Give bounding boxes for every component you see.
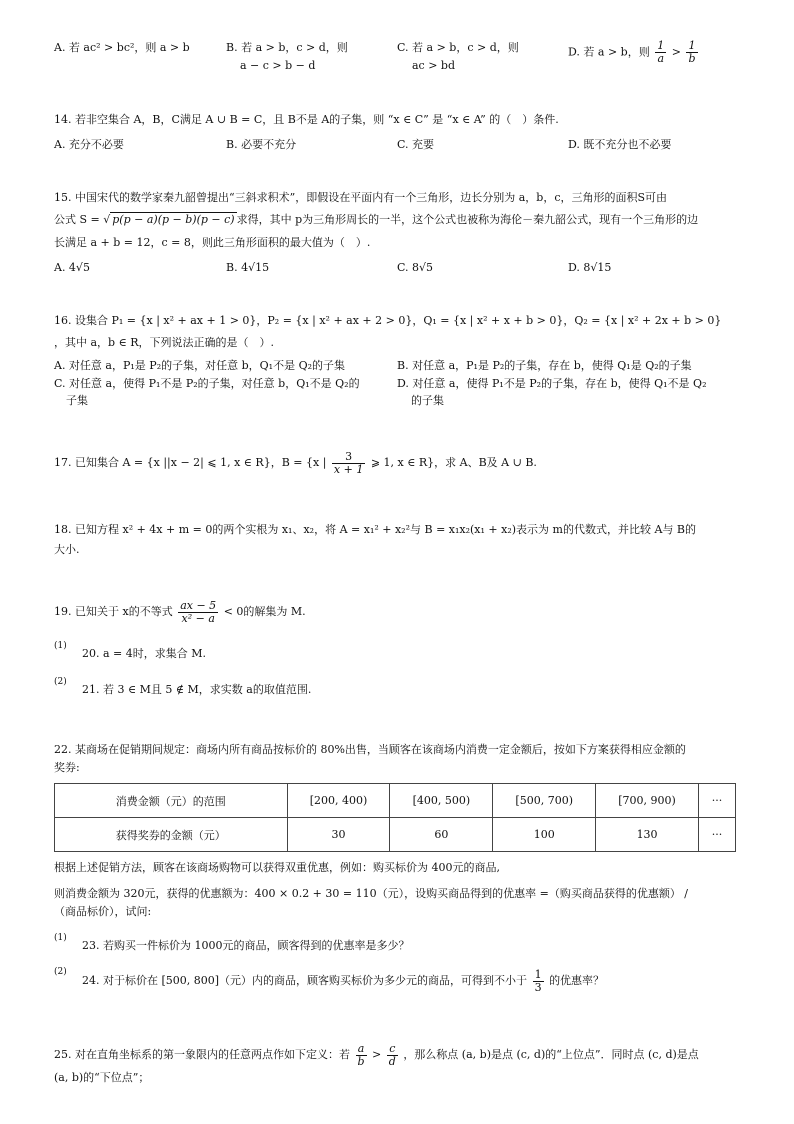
q15-stem-line2: 公式 S = √ p(p − a)(p − b)(p − c) 求得，其中 p为三角形周长的一半，这个公式也被称为海伦－秦九韶公式，现有一个三角形的边 [54, 213, 699, 226]
q13-fraction-1b: $\frac{1}{b}$ [688, 39, 696, 65]
q25-stem-line2: (a, b)的“下位点”； [54, 1071, 150, 1084]
q19-subtag-1: (1) [54, 641, 67, 651]
q15-option-d[interactable]: D. 8√15 [568, 261, 612, 274]
q13-gt: > [671, 45, 681, 59]
q14-stem: 14. 若非空集合 A，B，C满足 A ∪ B = C，且 B不是 A的子集，则 “x ∈ C” 是 “x ∈ A” 的（ ）条件. [54, 113, 559, 126]
q15-option-b[interactable]: B. 4√15 [226, 261, 270, 274]
q22-sub-1: 23. 若购买一件标价为 1000元的商品，顾客得到的优惠率是多少？ [82, 939, 410, 952]
q17-fraction: $\frac{3}{x + 1}$ [333, 449, 364, 476]
q16-option-d[interactable]: D. 对任意 a，使得 P₁不是 P₂的子集，存在 b，使得 Q₁不是 Q₂ [397, 377, 707, 390]
q14-option-a[interactable]: A. 充分不必要 [54, 138, 124, 151]
table-cell: 100 [493, 818, 596, 852]
q16-stem-line2: ，其中 a，b ∈ R，下列说法正确的是（ ）. [54, 336, 275, 349]
table-cell: 消费金额（元）的范围 [55, 784, 288, 818]
q19-sub-2: 21. 若 3 ∈ M且 5 ∉ M，求实数 a的取值范围. [82, 683, 312, 696]
table-cell: ··· [698, 784, 735, 818]
q18-stem-line2: 大小. [54, 543, 80, 556]
q18-stem-line1: 18. 已知方程 x² + 4x + m = 0的两个实根为 x₁、x₂，将 A = x₁² + x₂²与 B = x₁x₂(x₁ + x₂)表示为 m的代数式，并比较 A与 B的 [54, 523, 696, 536]
q15-option-c[interactable]: C. 8√5 [397, 261, 434, 274]
q16-option-b[interactable]: B. 对任意 a，P₁是 P₂的子集，存在 b，使得 Q₁是 Q₂的子集 [397, 359, 692, 372]
q22-para-1: 根据上述促销方法，顾客在该商场购物可以获得双重优惠，例如：购买标价为 400元的商品, [54, 861, 500, 874]
table-cell: [400, 500) [390, 784, 493, 818]
q13-option-d[interactable] [568, 40, 700, 65]
q22-sub-2: 24. 对于标价在 [500, 800]（元）内的商品，顾客购买标价为多少元的商品，可得到不小于 $\frac{1}{3}$ 的优惠率？ [82, 967, 605, 994]
table-cell: 60 [390, 818, 493, 852]
q22-fraction: $\frac{1}{3}$ [534, 967, 542, 994]
q16-option-c[interactable]: C. 对任意 a，使得 P₁不是 P₂的子集，对任意 b，Q₁不是 Q₂的 [54, 377, 360, 390]
q19-fraction: $\frac{ax - 5}{\text{x² − a}}$ [180, 598, 217, 625]
q13-option-b-cont: a − c > b − d [240, 59, 316, 72]
q22-stem-line2: 奖券: [54, 761, 80, 774]
q14-option-b[interactable]: B. 必要不充分 [226, 138, 297, 151]
q15-sqrt: p(p − a)(p − b)(p − c) [112, 213, 235, 226]
q22-para-3: （商品标价），试问: [54, 905, 152, 918]
q17-stem: 17. 已知集合 A = {x ||x − 2| ⩽ 1, x ∈ R}，B = {x | $\frac{3}{x + 1}$ ⩾ 1, x ∈ R}，求 A、B及 A ∪ B. [54, 449, 537, 476]
q14-option-d[interactable]: D. 既不充分也不必要 [568, 138, 672, 151]
q25-stem-line1: 25. 对在直角坐标系的第一象限内的任意两点作如下定义：若 $\frac{a}{b}$ > $\frac{c}{d}$ ，那么称点 (a, b)是点 (c, d)的“上位点”．同时点 (c, d)是点 [54, 1041, 699, 1068]
q13-option-c-cont: ac > bd [412, 59, 456, 72]
table-row [55, 818, 736, 852]
q15-option-a[interactable]: A. 4√5 [54, 261, 90, 274]
q25-fraction-cd: $\frac{c}{d}$ [388, 1041, 396, 1068]
q15-stem-line1: 15. 中国宋代的数学家秦九韶曾提出“三斜求积术”，即假设在平面内有一个三角形，边长分别为 a，b，c，三角形的面积S可由 [54, 191, 668, 204]
q16-option-c-cont: 子集 [66, 394, 88, 407]
q22-stem-line1: 22. 某商场在促销期间规定：商场内所有商品按标价的 80%出售，当顾客在该商场内消费一定金额后，按如下方案获得相应金额的 [54, 743, 686, 756]
q13-option-d-text: D. 若 a > b，则 [568, 45, 650, 59]
table-cell: 30 [287, 818, 390, 852]
q16-stem-line1: 16. 设集合 P₁ = {x | x² + ax + 1 > 0}，P₂ = {x | x² + ax + 2 > 0}，Q₁ = {x | x² + x + b > 0}，Q₂ = {x | x² + 2x + b > 0} [54, 314, 722, 327]
q19-sub-1: 20. a = 4时，求集合 M. [82, 647, 207, 660]
table-cell: 130 [596, 818, 699, 852]
q13-option-b[interactable]: B. 若 a > b，c > d，则 [226, 41, 348, 54]
table-cell: [200, 400) [287, 784, 390, 818]
table-cell: ··· [698, 818, 735, 852]
q16-option-d-cont: 的子集 [411, 394, 444, 407]
q15-stem-line3: 长满足 a + b = 12，c = 8，则此三角形面积的最大值为（ ）. [54, 236, 371, 249]
table-cell: [700, 900) [596, 784, 699, 818]
table-row [55, 784, 736, 818]
q13-fraction-1a: $\frac{1}{a}$ [657, 39, 665, 65]
table-cell: 获得奖券的金额（元） [55, 818, 288, 852]
q22-para-2: 则消费金额为 320元，获得的优惠额为：400 × 0.2 + 30 = 110（元），设购买商品得到的优惠率 =（购买商品获得的优惠额） / [54, 887, 689, 900]
q14-option-c[interactable]: C. 充要 [397, 138, 435, 151]
q16-option-a[interactable]: A. 对任意 a，P₁是 P₂的子集，对任意 b，Q₁不是 Q₂的子集 [54, 359, 345, 372]
q19-stem: 19. 已知关于 x的不等式 $\frac{ax - 5}{\text{x² − a}}$ < 0的解集为 M. [54, 598, 306, 625]
table-cell: [500, 700) [493, 784, 596, 818]
q19-subtag-2: (2) [54, 677, 67, 687]
q22-subtag-1: (1) [54, 933, 67, 943]
award-table [54, 783, 736, 852]
q25-fraction-ab: $\frac{a}{b}$ [357, 1041, 365, 1068]
q13-option-c[interactable]: C. 若 a > b，c > d，则 [397, 41, 519, 54]
q22-subtag-2: (2) [54, 967, 67, 977]
q13-option-a[interactable]: A. 若 ac² > bc²，则 a > b [54, 41, 190, 54]
